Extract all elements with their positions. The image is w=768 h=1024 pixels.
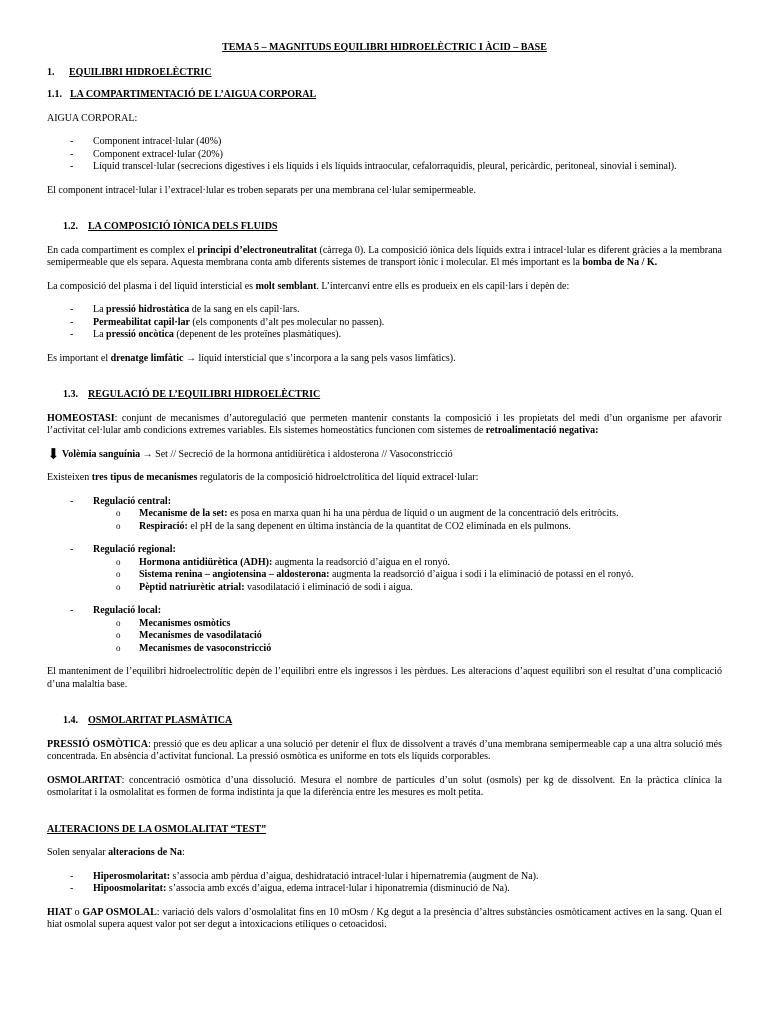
text-run: (els components d’alt pes molecular no passen). <box>189 316 385 328</box>
sub-list-item <box>93 618 722 631</box>
section-1-4-heading <box>47 715 722 728</box>
exchange-factors-list <box>47 304 722 342</box>
bold-term: Regulació central: <box>93 495 172 507</box>
bold-term: Mecanisme de la set: <box>139 508 228 519</box>
bold-term: PRESSIÓ OSMÒTICA <box>47 738 149 750</box>
bold-term: molt semblant <box>255 280 317 292</box>
body-water-label: AIGUA CORPORAL: <box>47 112 138 124</box>
list-item <box>47 304 722 317</box>
text-run: es posa en marxa quan hi ha una pèrdua de líquid o un augment de la concentració dels eritròcits. <box>227 508 619 519</box>
text-run: augmenta la readsorció d’aigua i sodi i la eliminació de potassi en el ronyó. <box>329 569 634 580</box>
text-run: (depenent de les proteïnes plasmàtiques). <box>173 329 342 340</box>
document-page <box>47 42 722 943</box>
text-run: La composició del plasma i del líquid intersticial es <box>47 280 256 292</box>
bold-term: Hipoosmolaritat: <box>93 883 167 894</box>
section-number: 1.3. <box>63 389 78 400</box>
text-run: . L’intercanvi entre ells es produeix en els capil·lars i depèn de: <box>316 280 570 292</box>
sub-list-item <box>93 557 722 570</box>
bold-term: Mecanismes de vasodilatació <box>139 630 262 641</box>
text-run: La <box>93 329 107 340</box>
bold-term: Volèmia sanguínia <box>59 448 141 460</box>
bold-term: Permeabilitat capil·lar <box>93 316 190 328</box>
bold-term: alteracions de Na <box>108 847 182 858</box>
text-run: s’associa amb excés d’aigua, edema intracel·lular i hiponatremia (disminució de Na). <box>166 883 510 894</box>
alterations-list <box>47 871 722 896</box>
body-water-list <box>47 136 722 174</box>
bold-term: Sistema renina – angiotensina – aldosterona: <box>139 569 330 580</box>
bold-term: drenatge limfàtic <box>110 352 184 364</box>
sub-list-item <box>93 569 722 582</box>
bold-term: HIAT <box>47 906 72 918</box>
paragraph <box>47 472 722 485</box>
regulation-list <box>47 496 722 656</box>
bold-term: Respiració: <box>139 520 188 532</box>
list-item-central <box>47 496 722 534</box>
text-run: En cada compartiment es complex el <box>47 244 198 256</box>
section-title: REGULACIÓ DE L’EQUILIBRI HIDROELÈCTRIC <box>88 389 321 400</box>
text-run: augmenta la readsorció d’aigua en el ronyó. <box>272 556 451 568</box>
text-run: → Set // Secreció de la hormona antidiürètica i aldosterona // Vasoconstricció <box>140 448 453 460</box>
section-title: EQUILIBRI HIDROELÈCTRIC <box>69 66 212 78</box>
list-item-regional <box>47 544 722 594</box>
paragraph <box>47 245 722 270</box>
bold-term: Pèptid natriurètic atrial: <box>139 581 245 593</box>
text-run: regulatoris de la composició hidroelctrolítica del líquid extracel·lular: <box>197 472 479 483</box>
list-item <box>47 871 722 884</box>
bold-term: bomba de Na / K. <box>582 257 658 268</box>
sub-list-item <box>93 508 722 521</box>
list-item: - Líquid transcel·lular (secrecions digestives i els líquids i els líquids intraocular, cefalorraquidis, pleural, pericàrdic, peritoneal, sinovial i seminal). <box>47 161 722 174</box>
paragraph: El manteniment de l’equilibri hidroelectrolític depèn de l’equilibri entre els ingressos i les pèrdues. Les alteracions d’aquest equilibri son el resultat d’una complicació d’una malaltia base. <box>47 666 722 690</box>
paragraph <box>47 413 722 438</box>
bold-term: Regulació local: <box>93 605 162 616</box>
text-run: el pH de la sang depenent en última instància de la quantitat de CO2 eliminada en els pulmons. <box>187 520 571 532</box>
bold-term: retroalimentació negativa: <box>485 425 599 436</box>
bold-term: HOMEOSTASI <box>47 412 115 424</box>
alterations-heading: ALTERACIONS DE LA OSMOLALITAT “TEST” <box>47 823 267 835</box>
sub-list-item <box>93 630 722 643</box>
sub-list-item <box>93 582 722 595</box>
list-item <box>47 317 722 330</box>
section-title: OSMOLARITAT PLASMÀTICA <box>88 715 233 726</box>
section-number: 1.2. <box>63 221 78 232</box>
text-run: Es important el <box>47 352 111 364</box>
bold-term: pressió oncòtica <box>106 329 174 340</box>
bold-term: Mecanismes de vasoconstricció <box>139 642 272 654</box>
sub-list <box>93 557 722 595</box>
list-item <box>47 883 722 896</box>
arrow-down-icon: ⬇ <box>47 446 60 463</box>
section-number: 1.1. <box>47 89 62 100</box>
paragraph <box>47 775 722 800</box>
paragraph <box>47 281 722 294</box>
paragraph <box>47 739 722 764</box>
section-1-3-heading <box>47 389 722 402</box>
text-run: Existeixen <box>47 472 92 483</box>
list-item: - Component extracel·lular (20%) <box>47 149 722 162</box>
bold-term: Hiperosmolaritat: <box>93 870 171 882</box>
list-item-local <box>47 605 722 655</box>
section-1-heading <box>47 67 722 80</box>
bold-term: pressió hidrostàtica <box>106 304 190 315</box>
sub-list <box>93 618 722 656</box>
paragraph <box>47 353 722 366</box>
text-run: : concentració osmòtica d’una dissolució. Mesura el nombre de partícules d’un solut (osmols) per kg de dissolvent. En la pràctica clínica la osmolaritat i la osmolalitat es formen de forma indistinta ja que la diferència entre les mesures es molt petita. <box>47 774 722 798</box>
bold-term: tres tipus de mecanismes <box>91 472 198 483</box>
section-1-1-heading <box>47 89 722 102</box>
section-number: 1. <box>47 66 55 78</box>
text-run: : pressió que es deu aplicar a una solució per detenir el flux de dissolvent a través d’una membrana semipermeable cap a una altra solució més concentrada. En absència d’activitat funcional. La pressió osmòtica es uniforme en tots els líquids corporables. <box>47 738 722 762</box>
text-run: → líquid intersticial que s’incorpora a la sang pels vasos limfàtics). <box>183 352 456 364</box>
list-item <box>47 329 722 342</box>
section-number: 1.4. <box>63 715 78 726</box>
text-run: Solen senyalar <box>47 847 109 858</box>
text-run: o <box>71 906 83 918</box>
bold-term: OSMOLARITAT <box>47 774 122 786</box>
sub-list-item <box>93 521 722 534</box>
text-run: (càrrega 0). La composició iònica dels líquids extra i intracel·lular es diferent gràcies a la membrana semipermeable que els separa. Aquesta membrana conta amb diferents sistemes de transport iònic i molecular. El més important es la <box>47 244 722 268</box>
text-run: : variació dels valors d’osmolalitat fins en 10 mOsm / Kg degut a la presència d’altres substàncies osmòticament actives en la sang. Quan el hiat osmolal supera aquest valor pot ser degut a intoxicacions etíliques o cetoacidosi. <box>47 906 722 930</box>
section-title: LA COMPARTIMENTACIÓ DE L’AIGUA CORPORAL <box>70 89 317 100</box>
bold-term: GAP OSMOLAL <box>82 906 157 918</box>
paragraph <box>47 907 722 932</box>
section-title: LA COMPOSICIÓ IÒNICA DELS FLUIDS <box>88 221 278 232</box>
paragraph <box>47 446 722 463</box>
sub-list-item <box>93 643 722 656</box>
sub-list <box>93 508 722 533</box>
bold-term: Regulació regional: <box>93 544 176 555</box>
paragraph <box>47 847 722 860</box>
text-run: s’associa amb pèrdua d’aigua, deshidratació intracel·lular i hipernatremia (augment de Na). <box>170 870 539 882</box>
bold-term: principi d’electroneutralitat <box>197 244 317 256</box>
section-1-2-heading <box>47 221 722 234</box>
text-run: vasodilatació i eliminació de sodi i aigua. <box>244 581 413 593</box>
document-title: TEMA 5 – MAGNITUDS EQUILIBRI HIDROELÈCTRIC I ÀCID – BASE <box>222 42 547 53</box>
text-run: : conjunt de mecanismes d’autoregulació que permeten mantenir constants la composició i les propietats del medi d’un organisme per afavorir l’activitat cel·lular amb condicions extremes variables. Els sistemes homeostàtics funcionen com sistemes de <box>47 412 722 436</box>
text-run: La <box>93 304 107 315</box>
bold-term: Hormona antidiürètica (ADH): <box>139 556 273 568</box>
text-run: de la sang en els capil·lars. <box>189 304 300 315</box>
text-run: : <box>181 847 185 858</box>
paragraph: El component intracel·lular i l’extracel·lular es troben separats per una membrana cel·lular semipermeable. <box>47 184 476 196</box>
bold-term: Mecanismes osmòtics <box>139 617 231 629</box>
list-item: - Component intracel·lular (40%) <box>47 136 722 149</box>
